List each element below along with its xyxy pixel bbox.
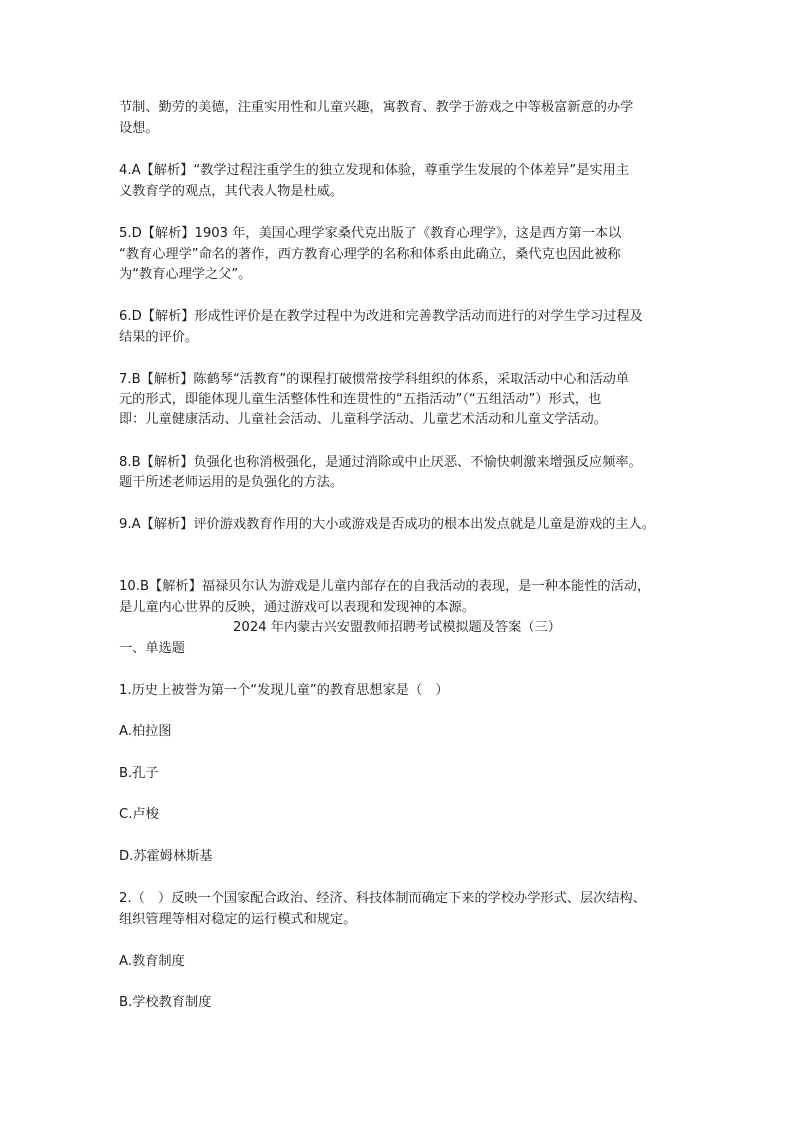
question-2-line-1: 2.（ ）反映一个国家配合政治、经济、科技体制而确定下来的学校办学形式、层次结构、 [119,891,646,906]
q1-option-b: B.孔子 [119,766,159,781]
q2-option-a: A.教育制度 [119,954,185,969]
answer-6-line-2: 结果的评价。 [119,330,199,345]
section-heading: 一、单选题 [119,641,185,656]
text-line-1: 节制、勤劳的美德，注重实用性和儿童兴趣，寓教育、教学于游戏之中等极富新意的办学 [119,100,634,115]
answer-9-line-1: 9.A【解析】评价游戏教育作用的大小或游戏是否成功的根本出发点就是儿童是游戏的主人。 [119,517,655,532]
question-2-line-2: 组织管理等相对稳定的运行模式和规定。 [119,912,357,927]
exam-title: 2024 年内蒙古兴安盟教师招聘考试模拟题及答案（三） [233,620,561,635]
q1-option-c: C.卢梭 [119,807,159,822]
answer-4-line-1: 4.A【解析】“教学过程注重学生的独立发现和体验，尊重学生发展的个体差异”是实用主 [119,163,630,178]
answer-4-line-2: 义教育学的观点，其代表人物是杜威。 [119,184,344,199]
q2-option-b: B.学校教育制度 [119,995,212,1010]
text-line-2: 设想。 [119,121,159,136]
answer-5-line-3: 为“教育心理学之父”。 [119,267,252,282]
answer-8-line-1: 8.B【解析】负强化也称消极强化，是通过消除或中止厌恶、不愉快刺激来增强反应频率。 [119,455,642,470]
answer-5-line-1: 5.D【解析】1903 年，美国心理学家桑代克出版了《教育心理学》，这是西方第一本以 [119,226,622,241]
answer-7-line-3: 即：儿童健康活动、儿童社会活动、儿童科学活动、儿童艺术活动和儿童文学活动。 [119,412,607,427]
answer-7-line-1: 7.B【解析】陈鹤琴“活教育”的课程打破惯常按学科组织的体系，采取活动中心和活动单 [119,372,630,387]
question-1: 1.历史上被誉为第一个“发现儿童”的教育思想家是（ ） [119,683,449,698]
answer-10-line-1: 10.B【解析】福禄贝尔认为游戏是儿童内部存在的自我活动的表现，是一种本能性的活动， [119,579,651,594]
q1-option-d: D.苏霍姆林斯基 [119,849,213,864]
answer-6-line-1: 6.D【解析】形成性评价是在教学过程中为改进和完善教学活动而进行的对学生学习过程及 [119,309,643,324]
answer-5-line-2: “教育心理学”命名的著作，西方教育心理学的名称和体系由此确立，桑代克也因此被称 [119,247,621,262]
answer-7-line-2: 元的形式，即能体现儿童生活整体性和连贯性的“五指活动”（“五组活动”）形式，也 [119,392,602,407]
answer-10-line-2: 是儿童内心世界的反映，通过游戏可以表现和发现神的本源。 [119,600,476,615]
answer-8-line-2: 题干所述老师运用的是负强化的方法。 [119,475,344,490]
q1-option-a: A.柏拉图 [119,724,172,739]
